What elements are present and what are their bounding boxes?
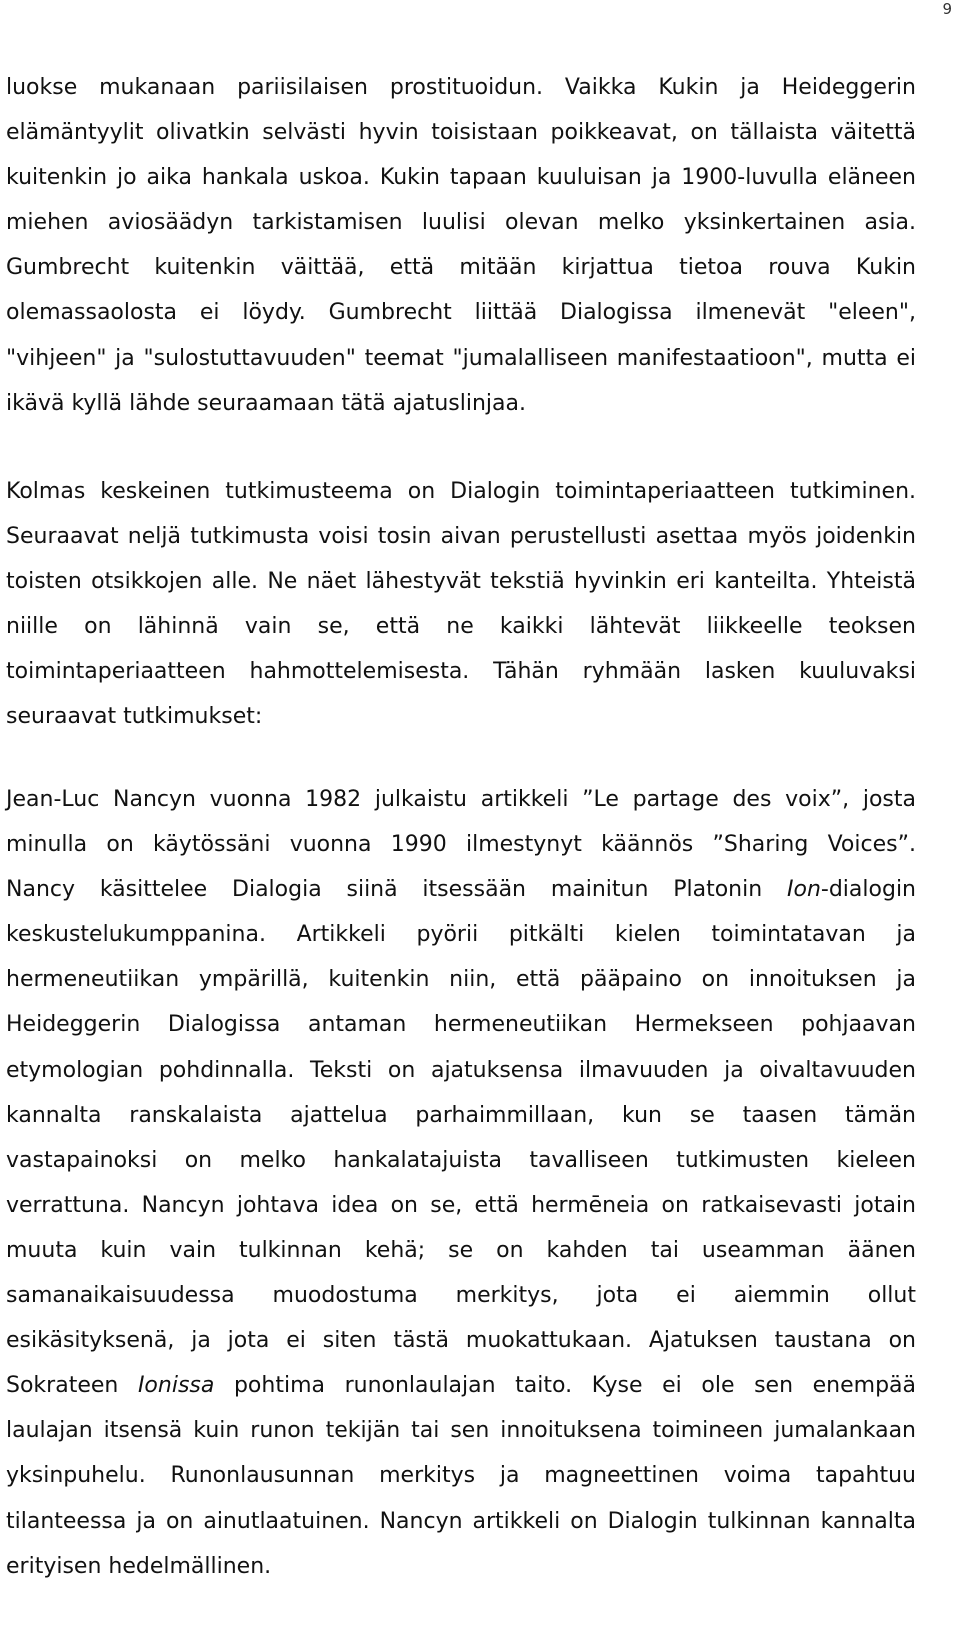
italic-title: Ion	[787, 877, 821, 903]
italic-title: Ionissa	[137, 1373, 215, 1399]
paragraph-1	[6, 65, 916, 426]
text-line: miehen aviosäädyn tarkistamisen luulisi olevan melko yksinkertainen asia.	[6, 210, 916, 236]
text-line	[6, 1138, 916, 1183]
text-segment: vastapainoksi on melko hankalatajuista tavalliseen tutkimusten kieleen	[6, 1147, 916, 1173]
text-segment: laulajan itsensä kuin runon tekijän tai sen innoituksena toimineen jumalankaan	[6, 1418, 916, 1444]
text-line: "vihjeen" ja "sulostuttavuuden" teemat "jumalalliseen manifestaatioon", mutta ei	[6, 345, 916, 371]
text-segment: Jean-Luc Nancyn vuonna 1982 julkaistu artikkeli ”Le partage des voix”, josta	[6, 787, 916, 812]
text-segment: pohtima runonlaulajan taito. Kyse ei ole sen enempää	[214, 1373, 916, 1399]
text-line	[6, 1093, 916, 1138]
text-line	[6, 1318, 916, 1363]
text-line: Seuraavat neljä tutkimusta voisi tosin aivan perustellusti asettaa myös joidenkin	[6, 524, 916, 550]
text-segment: erityisen hedelmällinen.	[6, 1553, 272, 1579]
text-segment: kannalta ranskalaista ajattelua parhaimmillaan, kun se taasen tämän	[6, 1102, 916, 1128]
text-segment: tilanteessa ja on ainutlaatuinen. Nancyn artikkeli on Dialogin tulkinnan kannalta	[6, 1508, 916, 1534]
text-segment: esikäsityksenä, ja jota ei siten tästä muokattukaan. Ajatuksen taustana on	[6, 1328, 916, 1354]
paragraph-2	[6, 469, 916, 740]
text-line	[6, 1183, 916, 1228]
text-line: kuitenkin jo aika hankala uskoa. Kukin tapaan kuuluisan ja 1900-luvulla eläneen	[6, 165, 916, 191]
text-segment: verrattuna. Nancyn johtava idea on se, että hermēneia on ratkaisevasti jotain	[6, 1192, 916, 1218]
text-line: olemassaolosta ei löydy. Gumbrecht liittää Dialogissa ilmenevät "eleen",	[6, 300, 916, 326]
text-segment: -dialogin	[820, 877, 916, 903]
text-line	[6, 867, 916, 912]
text-line	[6, 777, 916, 822]
text-line: Gumbrecht kuitenkin väittää, että mitään kirjattua tietoa rouva Kukin	[6, 255, 916, 281]
text-segment: muuta kuin vain tulkinnan kehä; se on kahden tai useamman äänen	[6, 1237, 916, 1263]
text-segment: keskustelukumppanina. Artikkeli pyörii pitkälti kielen toimintatavan ja	[6, 922, 916, 948]
text-segment: minulla on käytössäni vuonna 1990 ilmestynyt käännös ”Sharing Voices”.	[6, 832, 916, 858]
text-line	[6, 1544, 916, 1589]
text-line: toisten otsikkojen alle. Ne näet lähestyvät tekstiä hyvinkin eri kanteilta. Yhteistä	[6, 569, 916, 595]
text-segment: Heideggerin Dialogissa antaman hermeneutiikan Hermekseen pohjaavan	[6, 1012, 916, 1038]
text-line: seuraavat tutkimukset:	[6, 704, 263, 730]
text-segment: hermeneutiikan ympärillä, kuitenkin niin, että pääpaino on innoituksen ja	[6, 967, 916, 993]
text-line: luokse mukanaan pariisilaisen prostituoidun. Vaikka Kukin ja Heideggerin	[6, 75, 916, 100]
text-line	[6, 1363, 916, 1408]
text-segment: Sokrateen	[6, 1373, 138, 1399]
page-number: 9	[942, 0, 952, 18]
text-segment: Nancy käsittelee Dialogia siinä itsessään mainitun Platonin	[6, 877, 787, 903]
text-line: Kolmas keskeinen tutkimusteema on Dialogin toimintaperiaatteen tutkiminen.	[6, 479, 916, 504]
text-line: toimintaperiaatteen hahmottelemisesta. Tähän ryhmään lasken kuuluvaksi	[6, 659, 916, 685]
text-line: niille on lähinnä vain se, että ne kaikki lähtevät liikkeelle teoksen	[6, 614, 916, 640]
text-line	[6, 1408, 916, 1453]
text-line	[6, 957, 916, 1002]
text-line	[6, 1273, 916, 1318]
text-line: elämäntyylit olivatkin selvästi hyvin toisistaan poikkeavat, on tällaista väitettä	[6, 120, 916, 146]
text-line	[6, 1453, 916, 1498]
text-line	[6, 822, 916, 867]
text-line	[6, 1002, 916, 1047]
text-line	[6, 1499, 916, 1544]
text-segment: yksinpuhelu. Runonlausunnan merkitys ja magneettinen voima tapahtuu	[6, 1463, 916, 1489]
text-line	[6, 1048, 916, 1093]
text-segment: samanaikaisuudessa muodostuma merkitys, jota ei aiemmin ollut	[6, 1283, 916, 1309]
text-line: ikävä kyllä lähde seuraamaan tätä ajatuslinjaa.	[6, 390, 526, 416]
text-line	[6, 1228, 916, 1273]
text-line	[6, 912, 916, 957]
text-segment: etymologian pohdinnalla. Teksti on ajatuksensa ilmavuuden ja oivaltavuuden	[6, 1057, 916, 1083]
paragraph-3	[6, 777, 916, 1589]
